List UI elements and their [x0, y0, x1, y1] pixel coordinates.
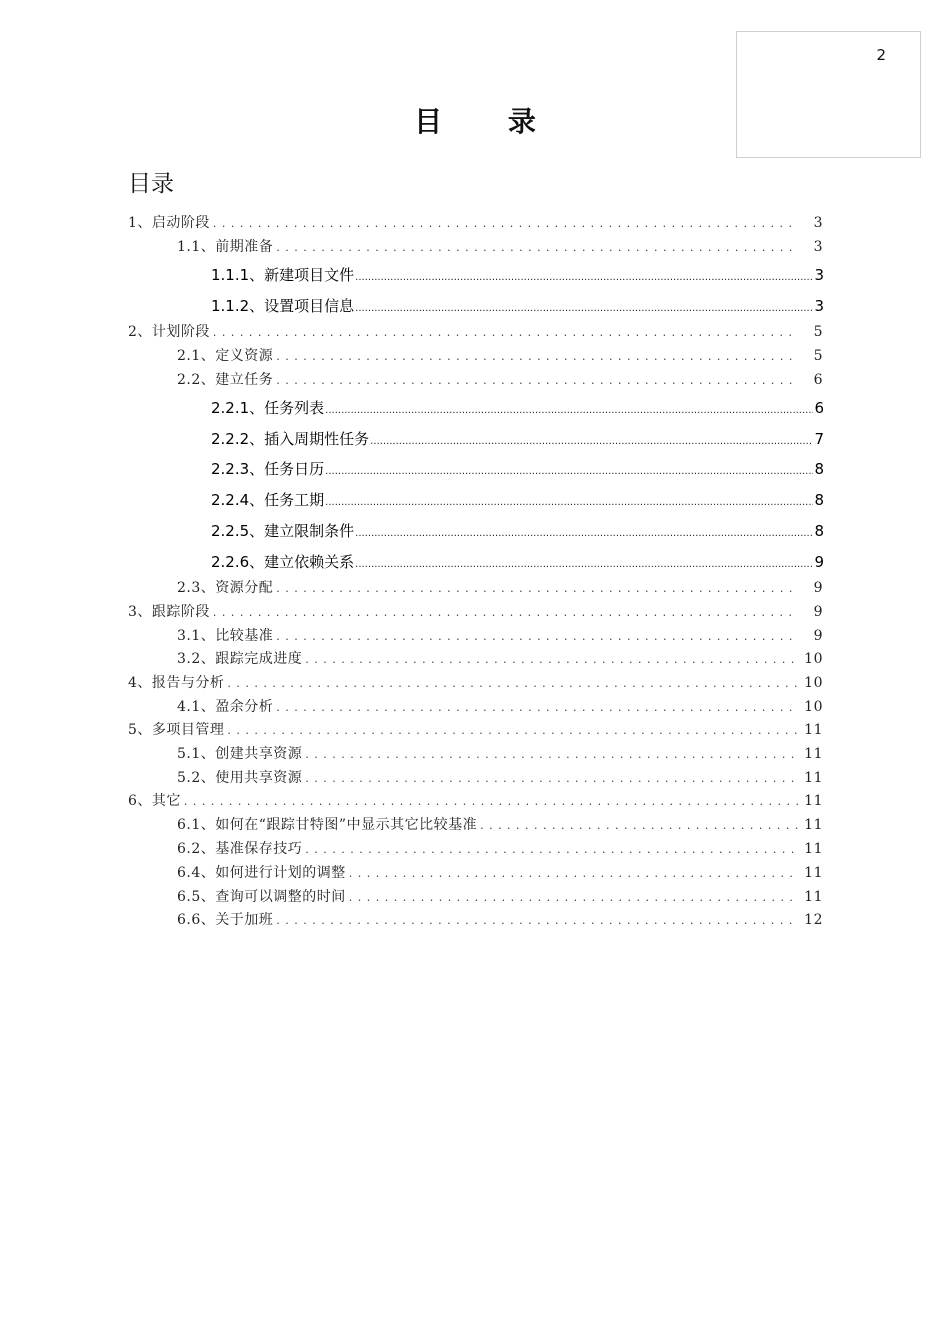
- toc-leader-dots: [276, 914, 798, 927]
- toc-entry-label: 1、启动阶段: [128, 215, 210, 231]
- toc-entry-label: 3.2、跟踪完成进度: [177, 651, 303, 667]
- toc-entry[interactable]: [177, 648, 823, 668]
- toc-entry-page: 5: [813, 324, 823, 340]
- toc-entry-page: 6: [813, 372, 823, 388]
- toc-leader-dots: [213, 606, 798, 619]
- toc-leader-dots: [227, 724, 798, 737]
- toc-entry[interactable]: [128, 212, 823, 232]
- toc-entry-label: 6.5、查询可以调整的时间: [177, 889, 346, 905]
- toc-entry-page: 9: [813, 628, 823, 644]
- toc-entry[interactable]: [177, 909, 823, 929]
- toc-entry[interactable]: [177, 862, 823, 882]
- toc-leader-dots: [349, 867, 798, 880]
- toc-entry-label: 5.2、使用共享资源: [177, 770, 303, 786]
- toc-entry-label: 4、报告与分析: [128, 675, 225, 691]
- toc-leader-dots: [276, 241, 798, 254]
- toc-entry[interactable]: [177, 345, 823, 365]
- toc-entry[interactable]: [177, 625, 823, 645]
- toc-entry[interactable]: [177, 886, 823, 906]
- toc-leader-dots: [355, 559, 813, 570]
- toc-entry[interactable]: [211, 489, 824, 510]
- toc-entry-label: 2.2.5、建立限制条件: [211, 522, 355, 540]
- toc-leader-dots: [325, 405, 813, 416]
- toc-entry[interactable]: [128, 719, 823, 739]
- toc-entry-page: 5: [813, 348, 823, 364]
- toc-leader-dots: [325, 497, 813, 508]
- toc-leader-dots: [355, 528, 813, 539]
- toc-entry-page: 11: [804, 722, 823, 738]
- toc-leader-dots: [325, 466, 813, 477]
- toc-entry[interactable]: [128, 790, 823, 810]
- toc-leader-dots: [213, 217, 798, 230]
- toc-entry-label: 2.3、资源分配: [177, 580, 274, 596]
- toc-entry[interactable]: [211, 397, 824, 418]
- toc-entry-page: 11: [804, 841, 823, 857]
- toc-leader-dots: [276, 701, 798, 714]
- toc-entry-label: 6.4、如何进行计划的调整: [177, 865, 346, 881]
- toc-entry-label: 2.2、建立任务: [177, 372, 274, 388]
- toc-entry-label: 4.1、盈余分析: [177, 699, 274, 715]
- toc-entry[interactable]: [211, 264, 824, 285]
- toc-leader-dots: [276, 374, 798, 387]
- toc-leader-dots: [184, 795, 798, 808]
- toc-entry-page: 9: [813, 604, 823, 620]
- toc-entry-label: 2.2.2、插入周期性任务: [211, 430, 370, 448]
- toc-leader-dots: [276, 350, 798, 363]
- toc-entry[interactable]: [177, 743, 823, 763]
- toc-entry-label: 2.1、定义资源: [177, 348, 274, 364]
- toc-entry[interactable]: [177, 814, 823, 834]
- toc-entry-page: 8: [814, 460, 824, 478]
- toc-entry-page: 10: [804, 675, 823, 691]
- toc-leader-dots: [370, 436, 813, 447]
- toc-entry[interactable]: [211, 295, 824, 316]
- toc-entry-page: 9: [813, 580, 823, 596]
- toc-entry-label: 6.2、基准保存技巧: [177, 841, 303, 857]
- toc-entry-page: 11: [804, 817, 823, 833]
- toc-entry-page: 3: [814, 266, 824, 284]
- toc-entry[interactable]: [177, 696, 823, 716]
- page-title: 目 录: [414, 105, 564, 138]
- toc-entry-label: 2、计划阶段: [128, 324, 210, 340]
- toc-entry[interactable]: [211, 458, 824, 479]
- page-number: 2: [876, 46, 886, 64]
- toc-entry-page: 9: [814, 553, 824, 571]
- toc-entry-label: 1.1、前期准备: [177, 239, 274, 255]
- toc-entry[interactable]: [211, 428, 824, 449]
- toc-entry-label: 5.1、创建共享资源: [177, 746, 303, 762]
- toc-entry-label: 2.2.6、建立依赖关系: [211, 553, 355, 571]
- toc-entry[interactable]: [177, 369, 823, 389]
- toc-entry-label: 3、跟踪阶段: [128, 604, 210, 620]
- toc-entry-page: 3: [813, 239, 823, 255]
- toc-leader-dots: [480, 819, 798, 832]
- toc-entry-page: 10: [804, 699, 823, 715]
- toc-leader-dots: [213, 326, 798, 339]
- toc-entry-page: 8: [814, 491, 824, 509]
- toc-entry-page: 3: [813, 215, 823, 231]
- toc-entry-label: 1.1.1、新建项目文件: [211, 266, 355, 284]
- toc-entry[interactable]: [128, 672, 823, 692]
- toc-leader-dots: [355, 303, 813, 314]
- toc-entry[interactable]: [128, 321, 823, 341]
- toc-leader-dots: [305, 772, 798, 785]
- toc-entry-page: 11: [804, 746, 823, 762]
- toc-entry[interactable]: [177, 577, 823, 597]
- toc-entry[interactable]: [128, 601, 823, 621]
- toc-entry-page: 8: [814, 522, 824, 540]
- toc-entry-page: 6: [814, 399, 824, 417]
- toc-entry[interactable]: [211, 551, 824, 572]
- toc-entry-label: 2.2.3、任务日历: [211, 460, 325, 478]
- toc-entry-label: 6.1、如何在“跟踪甘特图”中显示其它比较基准: [177, 817, 478, 833]
- toc-entry-label: 2.2.1、任务列表: [211, 399, 325, 417]
- toc-entry-page: 7: [814, 430, 824, 448]
- toc-leader-dots: [355, 272, 813, 283]
- toc-leader-dots: [276, 582, 798, 595]
- toc-entry-page: 3: [814, 297, 824, 315]
- toc-leader-dots: [276, 630, 798, 643]
- toc-entry-label: 6、其它: [128, 793, 181, 809]
- toc-entry[interactable]: [177, 838, 823, 858]
- toc-entry-page: 11: [804, 770, 823, 786]
- toc-entry-label: 1.1.2、设置项目信息: [211, 297, 355, 315]
- toc-leader-dots: [349, 891, 798, 904]
- toc-entry-label: 5、多项目管理: [128, 722, 225, 738]
- toc-entry[interactable]: [177, 236, 823, 256]
- toc-entry-page: 11: [804, 889, 823, 905]
- toc-entry-label: 6.6、关于加班: [177, 912, 274, 928]
- toc-entry[interactable]: [211, 520, 824, 541]
- toc-entry-page: 11: [804, 865, 823, 881]
- toc-entry-page: 12: [804, 912, 823, 928]
- toc-entry-label: 2.2.4、任务工期: [211, 491, 325, 509]
- toc-entry-page: 10: [804, 651, 823, 667]
- toc-entry[interactable]: [177, 767, 823, 787]
- toc-heading: 目录: [128, 171, 174, 197]
- toc-leader-dots: [305, 748, 798, 761]
- toc-leader-dots: [227, 677, 798, 690]
- toc-leader-dots: [305, 843, 798, 856]
- toc-leader-dots: [305, 653, 798, 666]
- toc-entry-label: 3.1、比较基准: [177, 628, 274, 644]
- toc-entry-page: 11: [804, 793, 823, 809]
